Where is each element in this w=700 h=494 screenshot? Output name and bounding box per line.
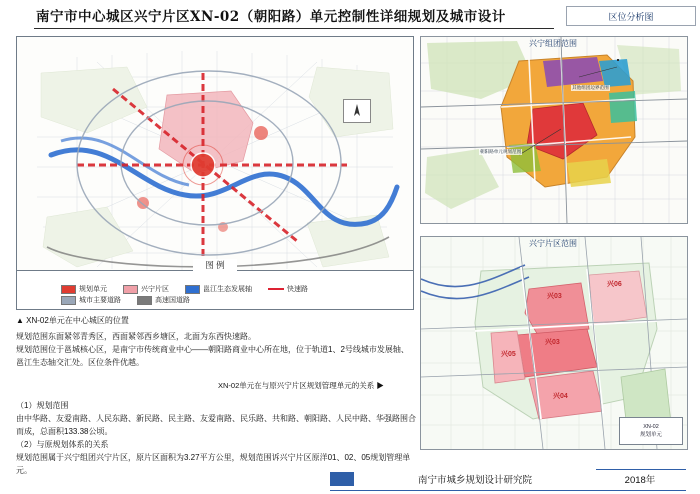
- footer-divider: [330, 490, 686, 491]
- legend-row-1: [61, 284, 308, 294]
- title-divider: [34, 28, 554, 29]
- footer-accent-block: [330, 472, 354, 486]
- legend-label: 高速国道路: [155, 297, 190, 304]
- group-map-graphic: [421, 37, 687, 223]
- item2-body: 规划范围属于兴宁组团兴宁片区，原片区面积为3.27平方公里，规划范围诉兴宁片区原洋01、02、05规划管理单元。: [16, 453, 411, 475]
- zone-label-xing03: 兴03: [547, 293, 562, 300]
- xingning-group-map[interactable]: [420, 36, 688, 224]
- district-legend-line1: XN-02: [643, 423, 659, 430]
- bottom-right-map-title: 兴宁片区范围: [529, 239, 577, 248]
- compass-needle-icon: [349, 103, 365, 119]
- legend-item: [185, 284, 252, 294]
- footer-divider-2: [596, 469, 686, 470]
- zone-label-xing05: 兴05: [501, 351, 516, 358]
- legend-item: [61, 284, 107, 294]
- district-map-legend: [619, 417, 683, 445]
- para1-line3: 邕江生态轴交汇处。区位条件优越。: [16, 358, 144, 367]
- legend-item: [123, 284, 169, 294]
- north-arrow-icon: [343, 99, 371, 123]
- legend-item: [137, 295, 190, 305]
- tr-note-0: 其他组团边界范围: [572, 85, 609, 90]
- para1-line1: 规划范围东面紧邻青秀区，西面紧邻西乡塘区，北面为东西快速路。: [16, 332, 256, 341]
- header-section-label: 区位分析图: [566, 6, 696, 26]
- footer: [0, 464, 700, 494]
- footer-year: 2018年: [624, 475, 656, 486]
- item2-title: （2）与原规划体系的关系: [16, 440, 109, 449]
- legend-swatch: [137, 296, 152, 305]
- main-location-map[interactable]: [16, 36, 414, 310]
- footer-institute: 南宁市城乡规划设计研究院: [417, 475, 532, 486]
- district-legend-line2: 规划单元: [639, 432, 662, 438]
- legend-swatch: [61, 296, 76, 305]
- legend-row-2: [61, 295, 190, 305]
- xingning-district-map[interactable]: [420, 236, 688, 450]
- zone-label-xing06: 兴06: [607, 281, 622, 288]
- legend-swatch: [61, 285, 76, 294]
- zone-label-xing04: 兴04: [553, 393, 568, 400]
- legend-label: 城市主要道路: [79, 297, 121, 304]
- main-map-legend: [17, 260, 413, 309]
- relation-caption: XN-02单元在与原兴宁片区规划管理单元的关系 ▶: [218, 381, 384, 390]
- item1-body: 由中华路、友爱南路、人民东路、新民路、民主路、友爱南路、民乐路、共和路、朝阳路、人民中路、华强路围合而成，总面积133.38公顷。: [16, 414, 416, 436]
- legend-item: [268, 284, 308, 294]
- item1-title: （1）规划范围: [16, 401, 69, 410]
- page-title: 南宁市中心城区兴宁片区XN-02（朝阳路）单元控制性详细规划及城市设计: [36, 9, 506, 25]
- tr-note-1: 朝阳路单元规划范围: [480, 149, 522, 154]
- legend-label: 快速路: [287, 286, 308, 293]
- legend-label: 规划单元: [79, 286, 107, 293]
- legend-title: 图 例: [193, 259, 237, 271]
- legend-item: [61, 295, 121, 305]
- zone-label-xing03-b: 兴03: [545, 339, 560, 346]
- legend-swatch: [185, 285, 200, 294]
- legend-label: 邕江生态发展轴: [203, 286, 252, 293]
- legend-swatch: [123, 285, 138, 294]
- legend-label: 兴宁片区: [141, 286, 169, 293]
- main-map-caption: ▲ XN-02单元在中心城区的位置: [16, 316, 129, 325]
- description-block: [16, 314, 416, 477]
- header: [0, 0, 700, 32]
- para1-line2: 规划范围位于邕城核心区，是南宁市传统商业中心——朝阳路商业中心所在地，位于轨道1、2号线城市发展轴、: [16, 345, 409, 354]
- legend-line-swatch: [268, 288, 284, 290]
- top-right-map-title: 兴宁组团范围: [529, 39, 577, 48]
